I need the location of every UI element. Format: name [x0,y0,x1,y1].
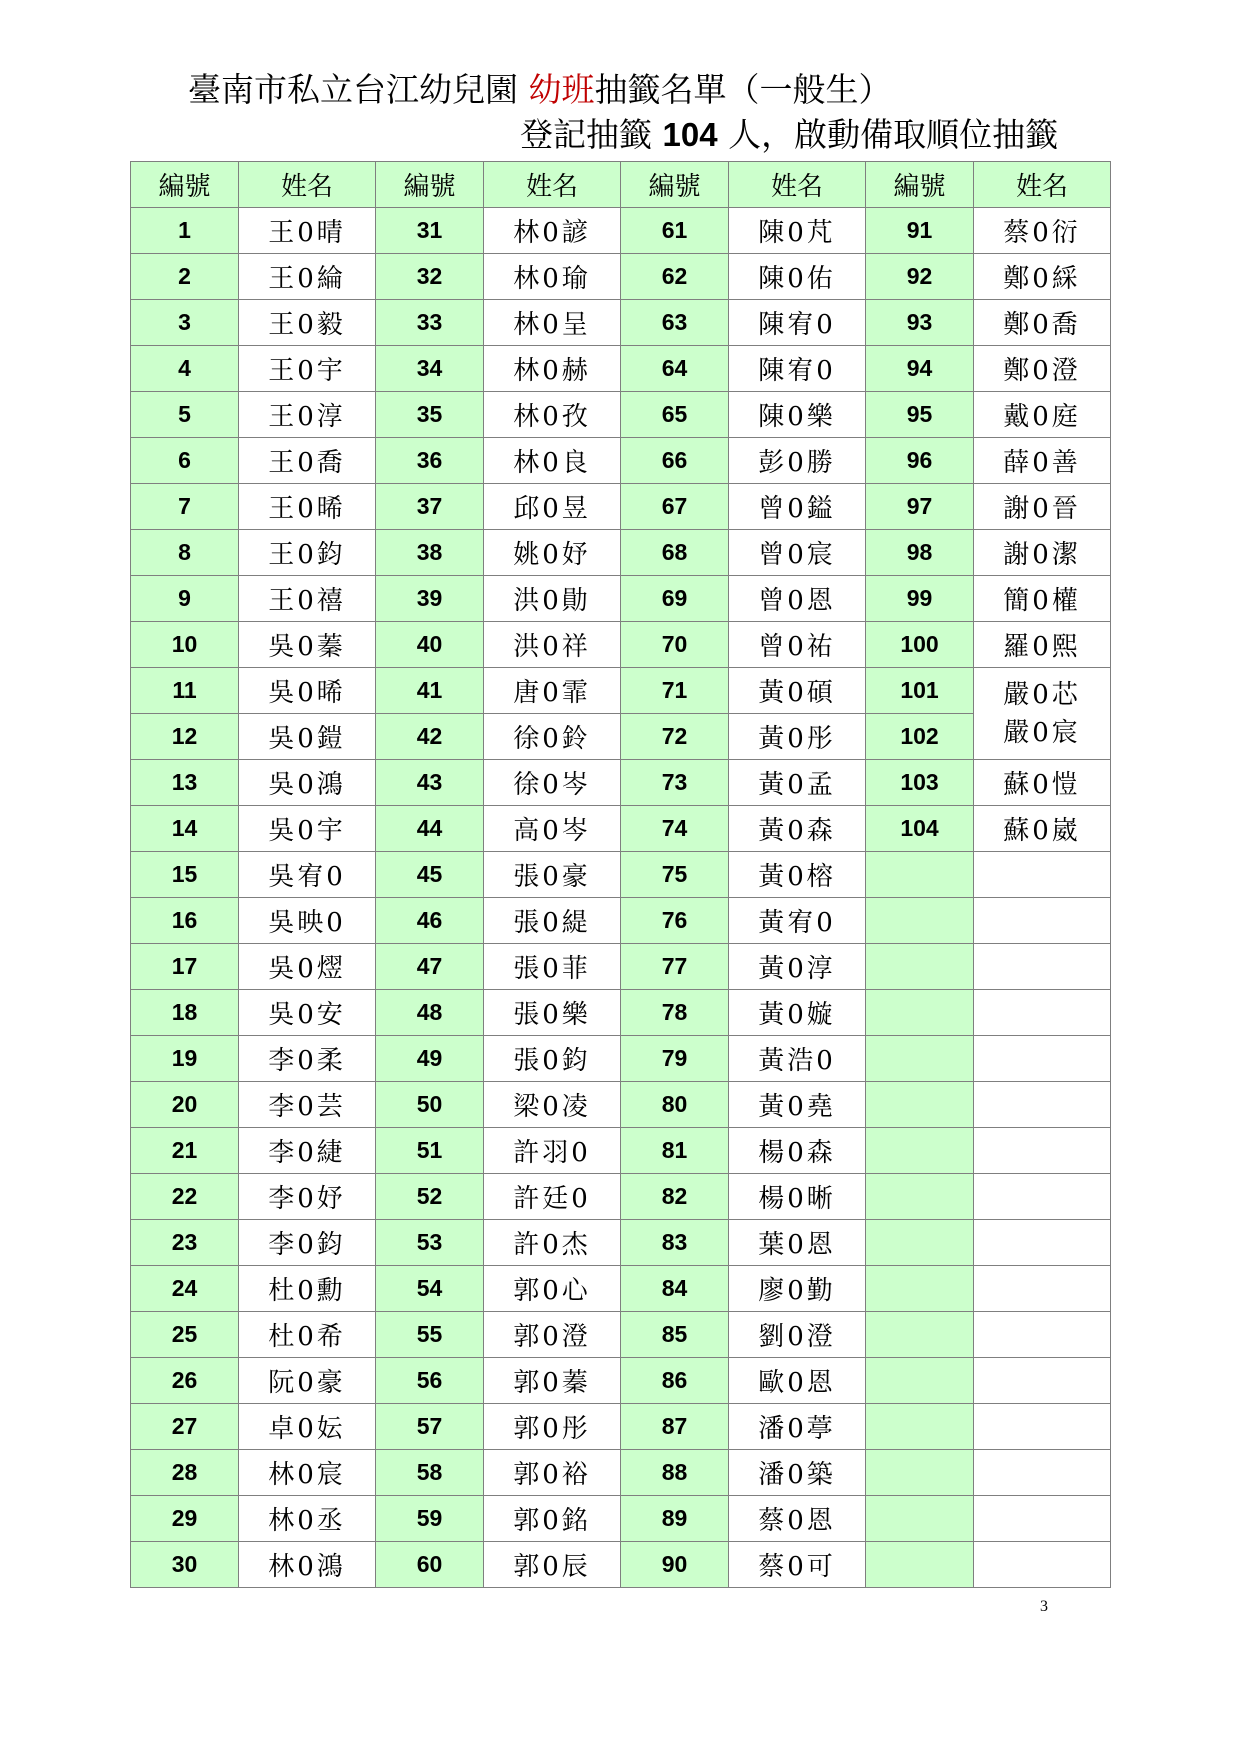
student-number: 76 [621,898,729,944]
student-name: 曾0宸 [729,530,866,576]
student-number: 99 [866,576,974,622]
table-row [131,1036,1111,1082]
student-name: 王0宇 [239,346,376,392]
student-name [974,1220,1111,1266]
student-name: 郭0心 [484,1266,621,1312]
student-number: 65 [621,392,729,438]
student-name: 張0菲 [484,944,621,990]
student-name: 卓0妘 [239,1404,376,1450]
student-number: 59 [376,1496,484,1542]
student-number: 101 [866,668,974,714]
table-row [131,438,1111,484]
student-name: 陳宥0 [729,346,866,392]
student-number: 46 [376,898,484,944]
student-name: 郭0彤 [484,1404,621,1450]
student-name [974,1128,1111,1174]
student-number: 93 [866,300,974,346]
student-name: 葉0恩 [729,1220,866,1266]
table-row [131,1358,1111,1404]
student-number: 92 [866,254,974,300]
student-name: 羅0熙 [974,622,1111,668]
student-name: 林0宸 [239,1450,376,1496]
student-name [974,1404,1111,1450]
student-name: 吳0鴻 [239,760,376,806]
student-number: 34 [376,346,484,392]
student-name: 嚴0宸 [1003,717,1081,748]
student-name: 林0諺 [484,208,621,254]
student-number: 29 [131,1496,239,1542]
student-name: 吳0鎧 [239,714,376,760]
student-number: 44 [376,806,484,852]
student-name: 林0鴻 [239,1542,376,1588]
student-number: 88 [621,1450,729,1496]
student-number [866,898,974,944]
student-name: 林0瑜 [484,254,621,300]
student-number: 18 [131,990,239,1036]
student-number: 75 [621,852,729,898]
student-number: 17 [131,944,239,990]
student-name: 王0鈞 [239,530,376,576]
student-number: 87 [621,1404,729,1450]
student-name: 王0晞 [239,484,376,530]
student-name: 洪0祥 [484,622,621,668]
student-name [974,1266,1111,1312]
student-name: 王0淳 [239,392,376,438]
student-name [974,1542,1111,1588]
student-name: 王0晴 [239,208,376,254]
student-name: 張0豪 [484,852,621,898]
student-number: 58 [376,1450,484,1496]
table-row [131,1542,1111,1588]
student-number: 95 [866,392,974,438]
student-name: 許0杰 [484,1220,621,1266]
student-name: 陳0芃 [729,208,866,254]
student-name: 許羽0 [484,1128,621,1174]
student-name: 阮0豪 [239,1358,376,1404]
student-number: 51 [376,1128,484,1174]
student-name: 黃0森 [729,806,866,852]
student-number: 67 [621,484,729,530]
student-name: 張0緹 [484,898,621,944]
student-name: 王0喬 [239,438,376,484]
student-name: 郭0裕 [484,1450,621,1496]
student-number: 53 [376,1220,484,1266]
student-number: 52 [376,1174,484,1220]
student-number: 13 [131,760,239,806]
student-number: 71 [621,668,729,714]
student-name: 張0樂 [484,990,621,1036]
document-title [188,64,892,111]
student-number [866,1128,974,1174]
student-number: 102 [866,714,974,760]
student-number: 12 [131,714,239,760]
student-name: 嚴0芯 [1003,679,1081,710]
student-number: 40 [376,622,484,668]
table-row [131,1312,1111,1358]
student-number: 36 [376,438,484,484]
student-name: 鄭0喬 [974,300,1111,346]
student-number: 45 [376,852,484,898]
student-name [974,898,1111,944]
student-number: 81 [621,1128,729,1174]
student-number: 23 [131,1220,239,1266]
student-name: 張0鈞 [484,1036,621,1082]
student-number: 89 [621,1496,729,1542]
student-number: 31 [376,208,484,254]
student-number: 11 [131,668,239,714]
table-row [131,1404,1111,1450]
student-name: 黃0堯 [729,1082,866,1128]
student-name: 吳0安 [239,990,376,1036]
student-number: 77 [621,944,729,990]
student-number: 56 [376,1358,484,1404]
student-name [974,1082,1111,1128]
student-name: 戴0庭 [974,392,1111,438]
student-name: 蘇0崴 [974,806,1111,852]
student-number [866,944,974,990]
student-number [866,1220,974,1266]
student-number: 74 [621,806,729,852]
student-number: 26 [131,1358,239,1404]
student-number: 9 [131,576,239,622]
student-name: 高0岑 [484,806,621,852]
student-number [866,990,974,1036]
student-number [866,1358,974,1404]
student-name: 吳0晞 [239,668,376,714]
student-name: 李0鈞 [239,1220,376,1266]
student-number: 43 [376,760,484,806]
table-row [131,806,1111,852]
table-row [131,852,1111,898]
table-row [131,1266,1111,1312]
roster-table [130,161,1111,1588]
student-name: 鄭0澄 [974,346,1111,392]
student-name: 黃浩0 [729,1036,866,1082]
student-name-merged [974,668,1111,760]
number-header: 編號 [621,162,729,208]
student-number: 28 [131,1450,239,1496]
student-name: 王0毅 [239,300,376,346]
student-number: 61 [621,208,729,254]
student-number: 94 [866,346,974,392]
student-name: 王0綸 [239,254,376,300]
student-number: 79 [621,1036,729,1082]
list-name: 抽籤名單（一般生） [594,70,892,109]
student-name: 許廷0 [484,1174,621,1220]
student-name: 徐0岑 [484,760,621,806]
student-number: 20 [131,1082,239,1128]
student-name: 郭0澄 [484,1312,621,1358]
table-row [131,1128,1111,1174]
table-row [131,622,1111,668]
student-number: 38 [376,530,484,576]
student-number [866,852,974,898]
student-name: 林0呈 [484,300,621,346]
table-row [131,1082,1111,1128]
student-name: 黃0孟 [729,760,866,806]
student-number: 24 [131,1266,239,1312]
table-row [131,944,1111,990]
table-row [131,484,1111,530]
page-number: 3 [1040,1598,1048,1615]
student-name: 鄭0綵 [974,254,1111,300]
student-name: 歐0恩 [729,1358,866,1404]
student-number: 64 [621,346,729,392]
student-name: 黃0彤 [729,714,866,760]
student-name: 楊0森 [729,1128,866,1174]
student-name: 郭0蓁 [484,1358,621,1404]
student-number: 104 [866,806,974,852]
student-name: 彭0勝 [729,438,866,484]
student-number: 41 [376,668,484,714]
student-name: 黃0榕 [729,852,866,898]
student-name: 唐0霏 [484,668,621,714]
student-number: 7 [131,484,239,530]
student-name: 陳0樂 [729,392,866,438]
student-number: 98 [866,530,974,576]
student-name: 曾0祐 [729,622,866,668]
roster-body [131,208,1111,1588]
student-number: 5 [131,392,239,438]
student-name: 林0赫 [484,346,621,392]
student-number: 39 [376,576,484,622]
student-number: 90 [621,1542,729,1588]
student-number: 91 [866,208,974,254]
student-number: 80 [621,1082,729,1128]
student-name: 黃0碩 [729,668,866,714]
student-number [866,1082,974,1128]
table-row [131,300,1111,346]
table-row [131,1496,1111,1542]
student-number: 78 [621,990,729,1036]
name-header: 姓名 [484,162,621,208]
table-row [131,346,1111,392]
student-number: 2 [131,254,239,300]
registration-count: 104 [662,116,718,153]
student-number: 100 [866,622,974,668]
student-name: 李0妤 [239,1174,376,1220]
student-number: 15 [131,852,239,898]
student-number: 27 [131,1404,239,1450]
student-name: 謝0潔 [974,530,1111,576]
student-number: 3 [131,300,239,346]
student-number: 70 [621,622,729,668]
student-name: 徐0鈴 [484,714,621,760]
student-name: 薛0善 [974,438,1111,484]
student-number [866,1174,974,1220]
table-row [131,254,1111,300]
student-number: 85 [621,1312,729,1358]
student-name: 吳宥0 [239,852,376,898]
table-row [131,530,1111,576]
student-number: 1 [131,208,239,254]
table-row [131,1174,1111,1220]
student-name: 黃0淳 [729,944,866,990]
student-number: 57 [376,1404,484,1450]
student-number: 63 [621,300,729,346]
student-name [974,1174,1111,1220]
student-name [974,990,1111,1036]
student-name: 黃宥0 [729,898,866,944]
student-name: 廖0勤 [729,1266,866,1312]
student-name [974,852,1111,898]
student-number: 69 [621,576,729,622]
student-number: 68 [621,530,729,576]
student-name: 吳0熤 [239,944,376,990]
student-name: 王0禧 [239,576,376,622]
table-row [131,576,1111,622]
student-name: 蘇0愷 [974,760,1111,806]
table-row [131,714,1111,760]
table-row [131,898,1111,944]
name-header: 姓名 [974,162,1111,208]
student-number: 86 [621,1358,729,1404]
student-name [974,1036,1111,1082]
student-number: 72 [621,714,729,760]
student-name: 蔡0恩 [729,1496,866,1542]
student-number: 42 [376,714,484,760]
student-name: 林0丞 [239,1496,376,1542]
school-name: 臺南市私立台江幼兒園 [188,70,518,109]
student-name: 吳0蓁 [239,622,376,668]
student-name: 蔡0衍 [974,208,1111,254]
student-number [866,1266,974,1312]
registration-subtitle [520,109,1058,156]
student-number: 47 [376,944,484,990]
student-name: 劉0澄 [729,1312,866,1358]
student-name: 簡0權 [974,576,1111,622]
student-name [974,1358,1111,1404]
student-number: 55 [376,1312,484,1358]
student-name [974,944,1111,990]
table-row [131,990,1111,1036]
student-number: 32 [376,254,484,300]
student-name: 李0柔 [239,1036,376,1082]
student-number [866,1496,974,1542]
student-number: 62 [621,254,729,300]
student-number: 25 [131,1312,239,1358]
table-row [131,668,1111,714]
class-name: 幼班 [528,70,595,109]
student-name: 潘0築 [729,1450,866,1496]
student-name: 曾0鎰 [729,484,866,530]
student-name: 吳映0 [239,898,376,944]
student-number: 30 [131,1542,239,1588]
student-number: 83 [621,1220,729,1266]
name-header: 姓名 [239,162,376,208]
table-row [131,1450,1111,1496]
student-number: 4 [131,346,239,392]
student-name: 姚0妤 [484,530,621,576]
table-row [131,392,1111,438]
student-number: 48 [376,990,484,1036]
student-name [974,1312,1111,1358]
student-number: 6 [131,438,239,484]
student-number: 33 [376,300,484,346]
student-number: 60 [376,1542,484,1588]
student-number: 103 [866,760,974,806]
student-name: 邱0昱 [484,484,621,530]
student-number: 8 [131,530,239,576]
student-name: 洪0勛 [484,576,621,622]
student-name: 黃0嫙 [729,990,866,1036]
student-number: 22 [131,1174,239,1220]
student-name: 杜0勳 [239,1266,376,1312]
table-row [131,760,1111,806]
student-number: 84 [621,1266,729,1312]
student-number: 16 [131,898,239,944]
student-number: 96 [866,438,974,484]
student-name: 林0良 [484,438,621,484]
student-name: 郭0辰 [484,1542,621,1588]
student-name: 郭0銘 [484,1496,621,1542]
student-number: 73 [621,760,729,806]
student-number: 97 [866,484,974,530]
student-number: 10 [131,622,239,668]
number-header: 編號 [866,162,974,208]
student-name: 潘0葶 [729,1404,866,1450]
student-name: 陳宥0 [729,300,866,346]
student-number: 54 [376,1266,484,1312]
student-number: 82 [621,1174,729,1220]
student-name [974,1450,1111,1496]
registration-prefix: 登記抽籤 [520,115,652,154]
student-number [866,1542,974,1588]
student-number [866,1036,974,1082]
student-name: 楊0晰 [729,1174,866,1220]
student-name: 蔡0可 [729,1542,866,1588]
student-name: 陳0佑 [729,254,866,300]
student-number: 19 [131,1036,239,1082]
student-name: 李0芸 [239,1082,376,1128]
student-number: 66 [621,438,729,484]
table-row [131,208,1111,254]
student-name: 吳0宇 [239,806,376,852]
registration-suffix: 人，啟動備取順位抽籤 [728,115,1059,154]
student-name: 杜0希 [239,1312,376,1358]
student-number [866,1450,974,1496]
table-header-row [131,162,1111,208]
table-row [131,1220,1111,1266]
student-name: 李0緁 [239,1128,376,1174]
student-number [866,1404,974,1450]
student-number: 50 [376,1082,484,1128]
number-header: 編號 [131,162,239,208]
student-name: 曾0恩 [729,576,866,622]
student-number: 21 [131,1128,239,1174]
student-number: 35 [376,392,484,438]
student-number: 49 [376,1036,484,1082]
student-name [974,1496,1111,1542]
student-name: 梁0凌 [484,1082,621,1128]
name-header: 姓名 [729,162,866,208]
student-name: 林0孜 [484,392,621,438]
student-number: 37 [376,484,484,530]
student-number: 14 [131,806,239,852]
student-number [866,1312,974,1358]
number-header: 編號 [376,162,484,208]
student-name: 謝0晉 [974,484,1111,530]
